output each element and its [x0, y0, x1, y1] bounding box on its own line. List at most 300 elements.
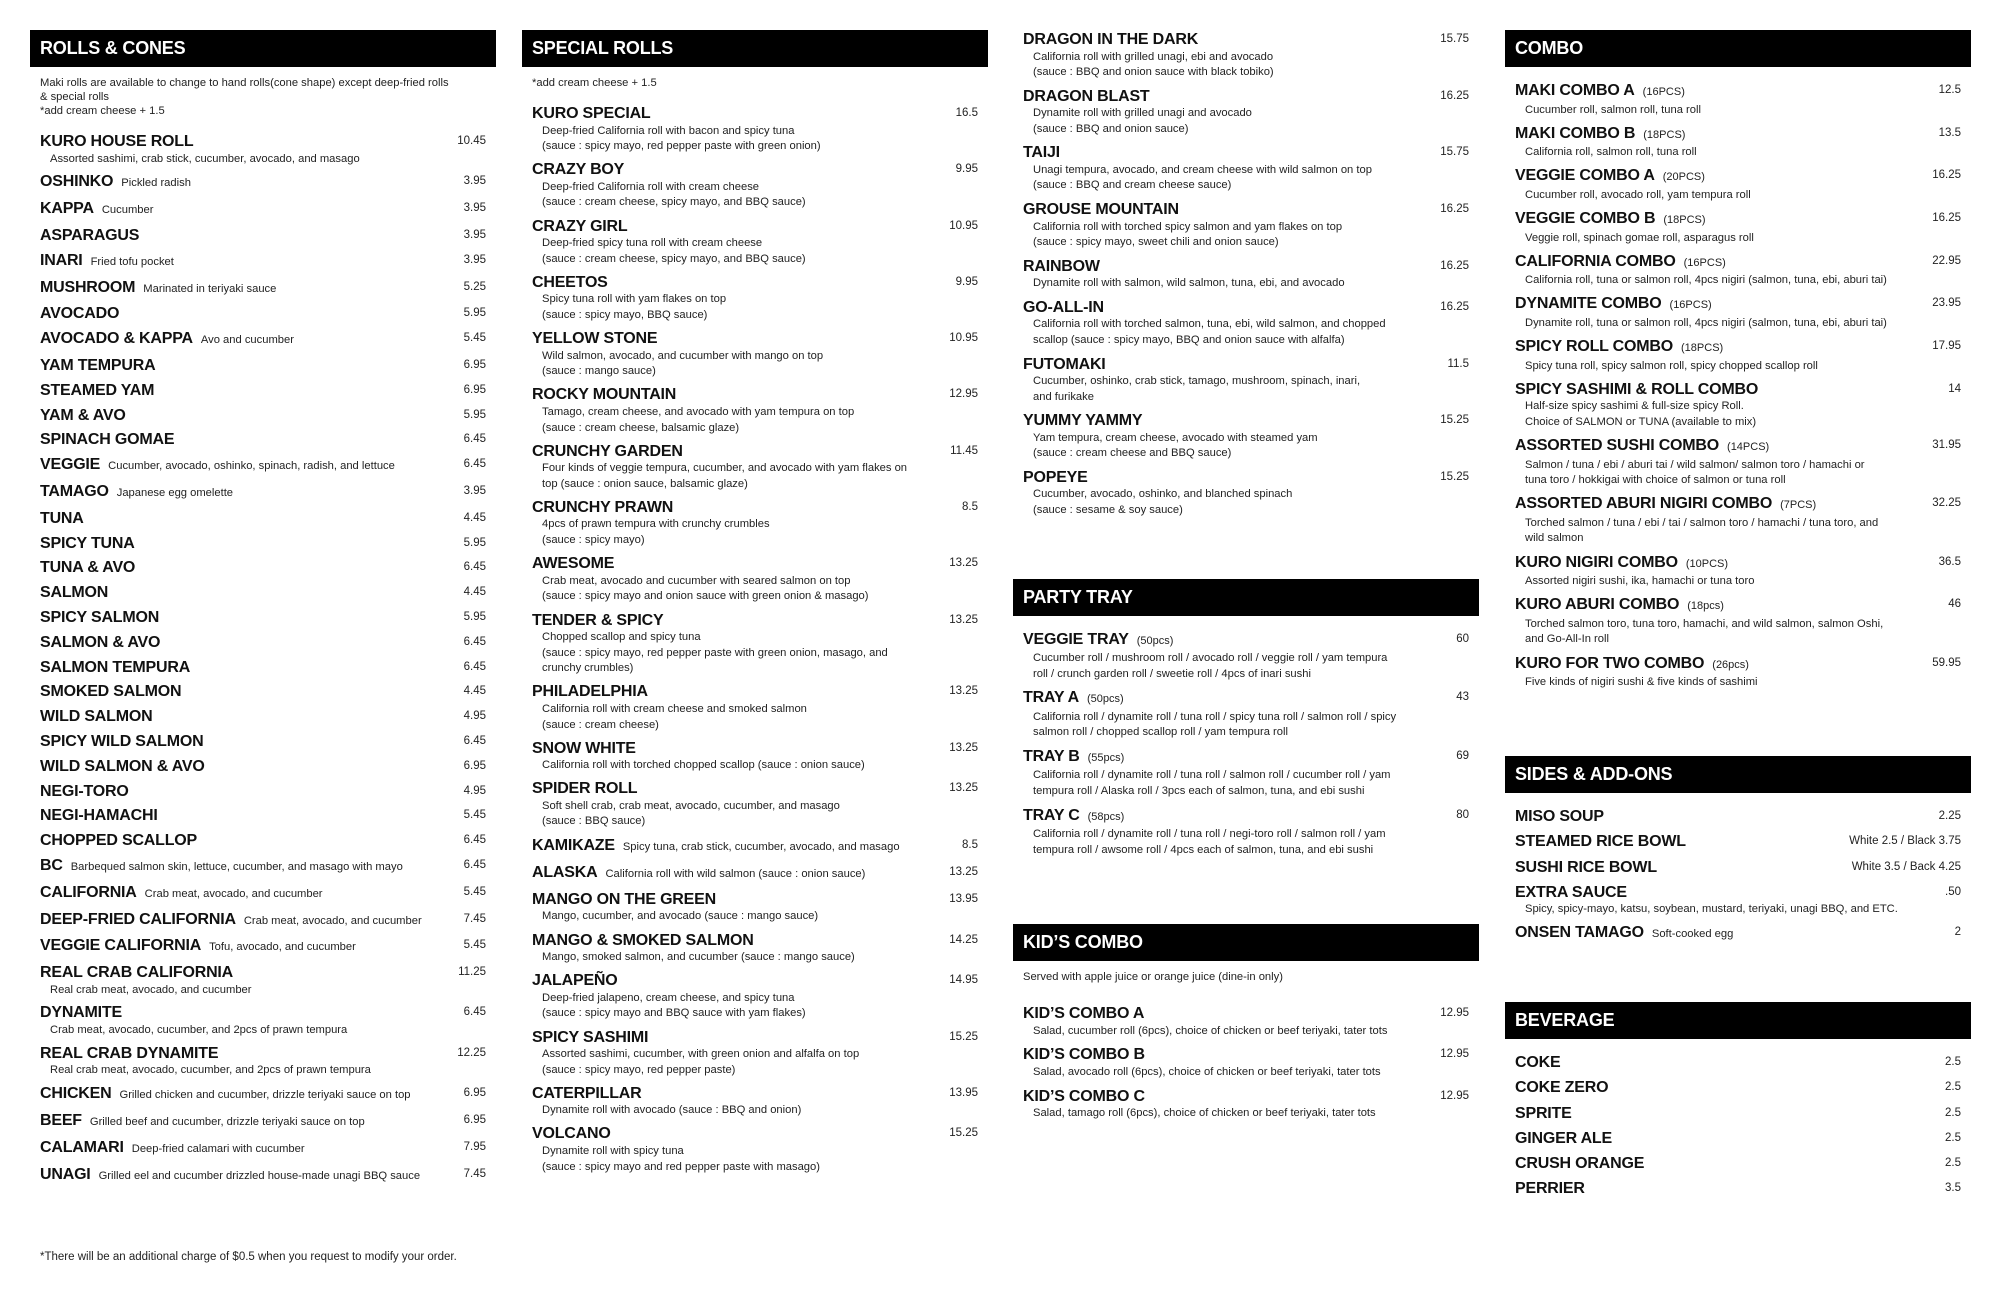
menu-item-name: SPICY SASHIMI & ROLL COMBO: [1515, 380, 1759, 398]
menu-item-price: 10.95: [949, 332, 978, 345]
menu-item-body: [40, 757, 454, 777]
menu-item-title-line: [1023, 747, 1446, 769]
menu-item-name: KID’S COMBO C: [1023, 1087, 1145, 1105]
menu-item-price: 60: [1456, 632, 1469, 645]
menu-item: [40, 782, 486, 802]
menu-item-pieces: (55pcs): [1087, 751, 1125, 764]
menu-item-title-line: [532, 611, 939, 631]
menu-item-body: [1515, 883, 1935, 918]
menu-item-body: [1515, 1179, 1935, 1199]
menu-item-description: Real crab meat, avocado, and cucumber: [50, 983, 252, 996]
menu-item-body: [40, 1084, 454, 1106]
menu-item-price: 32.25: [1932, 497, 1961, 510]
menu-item-body: [40, 199, 454, 221]
menu-item-title-line: [532, 442, 940, 462]
menu-item-price: 6.45: [463, 660, 486, 673]
menu-item-title-line: [1515, 337, 1922, 359]
menu-item-pieces: (16PCS): [1642, 86, 1685, 98]
menu-item: [1023, 806, 1469, 859]
menu-item-name: AVOCADO: [40, 305, 120, 323]
menu-item-price: 43: [1456, 691, 1469, 704]
menu-item-price: 16.25: [1440, 203, 1469, 216]
menu-item: [40, 1111, 486, 1133]
menu-item: [40, 172, 486, 194]
menu-item-name: TAIJI: [1023, 144, 1060, 162]
menu-item-price: 15.25: [949, 1030, 978, 1043]
menu-item-price: 3.95: [463, 202, 486, 215]
menu-item-name: ONSEN TAMAGO: [1515, 924, 1644, 942]
menu-item-title-line: [40, 132, 447, 152]
menu-item-name: TUNA & AVO: [40, 559, 136, 577]
menu-item-description: Cucumber roll / mushroom roll / avocado roll / veggie roll / yam tempura roll / crunch garden roll / sweetie roll / 4pcs of inari sushi: [1033, 652, 1388, 680]
menu-item-description: Deep-fried jalapeno, cream cheese, and spicy tuna (sauce : spicy mayo and BBQ sauce with yam flakes): [542, 991, 806, 1020]
menu-item-name: KAMIKAZE: [532, 836, 615, 854]
menu-item-title-line: [1515, 380, 1938, 400]
menu-item-name: RAINBOW: [1023, 257, 1100, 275]
menu-item: [1023, 411, 1469, 462]
menu-item-body: [1515, 1129, 1935, 1149]
menu-item-title-line: [1515, 832, 1839, 852]
menu-item-title-line: [532, 1124, 939, 1144]
menu-item-name: KURO ABURI COMBO: [1515, 596, 1680, 614]
menu-item: [1515, 1154, 1961, 1174]
menu-item-body: [532, 1084, 939, 1119]
section-header-special-rolls: SPECIAL ROLLS: [522, 30, 988, 67]
menu-item-name: KURO FOR TWO COMBO: [1515, 654, 1705, 672]
menu-item-name: CALIFORNIA: [40, 883, 137, 901]
menu-item: [532, 1028, 978, 1079]
section-header-kids-combo: KID’S COMBO: [1013, 924, 1479, 961]
menu-item-inline-description: Crab meat, avocado, and cucumber: [144, 887, 323, 900]
menu-item-title-line: [1515, 436, 1922, 458]
menu-item: [40, 583, 486, 603]
menu-item-description: Crab meat, avocado, cucumber, and 2pcs of prawn tempura: [50, 1023, 348, 1036]
item-list: [1515, 1053, 1961, 1198]
menu-item-price: 6.95: [463, 1114, 486, 1127]
menu-item-price: 13.25: [949, 613, 978, 626]
menu-item-name: CHOPPED SCALLOP: [40, 832, 198, 850]
menu-item-title-line: [1515, 166, 1922, 188]
menu-item-title-line: [40, 707, 454, 727]
menu-item-price: 31.95: [1932, 439, 1961, 452]
menu-item-name: INARI: [40, 251, 83, 269]
menu-item-price: .50: [1945, 885, 1961, 898]
menu-item-body: [40, 782, 454, 802]
menu-item: [40, 910, 486, 932]
menu-item: [1023, 630, 1469, 683]
menu-item-description: Soft shell crab, crab meat, avocado, cucumber, and masago (sauce : BBQ sauce): [542, 799, 840, 828]
menu-item-description: Torched salmon toro, tuna toro, hamachi, and wild salmon, salmon Oshi, and Go-All-In roll: [1525, 617, 1884, 646]
menu-item-inline-description: Soft-cooked egg: [1651, 928, 1734, 941]
menu-item-pieces: (58pcs): [1087, 810, 1125, 823]
menu-item-body: [40, 707, 454, 727]
menu-item-body: [532, 1124, 939, 1175]
menu-item-body: [40, 278, 454, 300]
menu-item: [1515, 858, 1961, 878]
menu-item-price: 13.25: [949, 557, 978, 570]
menu-item-body: [532, 836, 952, 858]
menu-item-description: Spicy, spicy-mayo, katsu, soybean, mustard, teriyaki, unagi BBQ, and ETC.: [1525, 903, 1898, 916]
menu-item-title-line: [1515, 807, 1929, 827]
menu-item: [40, 406, 486, 426]
menu-item: [40, 199, 486, 221]
menu-item-price: 6.45: [463, 834, 486, 847]
menu-item-price: White 2.5 / Black 3.75: [1849, 835, 1961, 848]
menu-item-price: 15.25: [949, 1127, 978, 1140]
menu-item-inline-description: Grilled beef and cucumber, drizzle teriyaki sauce on top: [89, 1116, 365, 1129]
menu-item-body: [40, 910, 454, 932]
menu-item-price: 2: [1954, 926, 1961, 939]
menu-item-title-line: [40, 963, 448, 983]
menu-item: [40, 608, 486, 628]
menu-item: [40, 226, 486, 246]
menu-item-price: 2.5: [1945, 1156, 1961, 1169]
menu-item: [1515, 337, 1961, 374]
menu-item-description: Salad, cucumber roll (6pcs), choice of chicken or beef teriyaki, tater tots: [1033, 1024, 1388, 1037]
menu-item-description: Spicy tuna roll with yam flakes on top (sauce : spicy mayo, BBQ sauce): [542, 293, 727, 321]
menu-item: [1023, 688, 1469, 741]
menu-item-name: CRAZY GIRL: [532, 217, 628, 235]
menu-item-description: Deep-fried spicy tuna roll with cream cheese (sauce : cream cheese, spicy mayo, and BBQ sauce): [542, 237, 806, 265]
menu-item-name: COKE: [1515, 1054, 1561, 1072]
menu-item-title-line: [40, 278, 454, 300]
menu-item: [1023, 1004, 1469, 1039]
menu-item: [1515, 436, 1961, 489]
menu-item-inline-description: Pickled radish: [121, 177, 191, 190]
menu-item-pieces: (50pcs): [1136, 634, 1174, 647]
menu-item: [532, 611, 978, 677]
menu-item: [40, 482, 486, 504]
menu-item-body: [1023, 143, 1430, 194]
menu-item: [532, 498, 978, 549]
menu-item-body: [40, 509, 454, 529]
menu-item-name: FUTOMAKI: [1023, 355, 1106, 373]
menu-item-body: [532, 385, 939, 436]
menu-item-name: SPICY WILD SALMON: [40, 732, 204, 750]
menu-item-title-line: [40, 658, 454, 678]
menu-item-title-line: [1515, 595, 1938, 617]
menu-item-body: [1515, 209, 1922, 246]
menu-item-price: 6.45: [463, 1006, 486, 1019]
menu-item-price: 2.5: [1945, 1106, 1961, 1119]
menu-item-title-line: [1515, 1129, 1935, 1149]
menu-item-name: KURO SPECIAL: [532, 105, 651, 122]
menu-item-body: [532, 554, 939, 605]
menu-item-body: [40, 172, 454, 194]
menu-item-name: ASSORTED SUSHI COMBO: [1515, 437, 1720, 455]
menu-item: [40, 455, 486, 477]
menu-item-name: SPICY SASHIMI: [532, 1028, 649, 1046]
menu-item-name: SPRITE: [1515, 1104, 1572, 1122]
menu-item-name: GROUSE MOUNTAIN: [1023, 201, 1179, 219]
column-2: [522, 30, 988, 1181]
menu-item-name: ASPARAGUS: [40, 226, 140, 244]
menu-item-name: VEGGIE COMBO B: [1515, 210, 1656, 228]
menu-item-price: 6.95: [463, 1087, 486, 1100]
menu-item-body: [1023, 688, 1446, 741]
menu-item-price: 12.25: [457, 1046, 486, 1059]
menu-item-price: 69: [1456, 749, 1469, 762]
section-intro: [40, 76, 486, 118]
menu-item-body: [1515, 166, 1922, 203]
menu-item-title-line: [1515, 81, 1929, 103]
menu-item: [40, 534, 486, 554]
menu-item-name: CATERPILLAR: [532, 1084, 642, 1102]
menu-item-price: 5.45: [463, 885, 486, 898]
menu-item-name: YELLOW STONE: [532, 330, 658, 348]
menu-item-name: KURO HOUSE ROLL: [40, 133, 194, 150]
menu-item-body: [40, 608, 454, 628]
menu-item-price: 4.95: [463, 710, 486, 723]
menu-item-name: MAKI COMBO B: [1515, 124, 1636, 142]
menu-item-inline-description: Tofu, avocado, and cucumber: [209, 941, 356, 954]
menu-item-body: [532, 442, 940, 493]
menu-item: [532, 385, 978, 436]
menu-item-price: 2.5: [1945, 1081, 1961, 1094]
menu-item-inline-description: Grilled chicken and cucumber, drizzle teriyaki sauce on top: [119, 1089, 411, 1102]
menu-item-price: 14.95: [949, 974, 978, 987]
menu-item-price: 12.95: [1440, 1048, 1469, 1061]
menu-item-name: REAL CRAB DYNAMITE: [40, 1044, 219, 1062]
intro-line: *add cream cheese + 1.5: [40, 105, 165, 117]
menu-item-name: STEAMED YAM: [40, 381, 155, 399]
menu-item-inline-description: Cucumber: [101, 204, 154, 217]
menu-item: [1023, 257, 1469, 292]
menu-item-body: [40, 482, 454, 504]
menu-item-price: 14: [1948, 382, 1961, 395]
menu-item-description: Dynamite roll, tuna or salmon roll, 4pcs nigiri (salmon, tuna, ebi, aburi tai): [1525, 316, 1887, 329]
menu-item: [1515, 1179, 1961, 1199]
menu-item-name: GO-ALL-IN: [1023, 298, 1104, 316]
menu-item-name: YUMMY YAMMY: [1023, 412, 1143, 430]
menu-item-title-line: [1515, 883, 1935, 903]
menu-item-name: MANGO & SMOKED SALMON: [532, 931, 754, 949]
menu-item-title-line: [1023, 143, 1430, 163]
menu-item-title-line: [40, 1084, 454, 1106]
menu-item-description: Salmon / tuna / ebi / aburi tai / wild salmon/ salmon toro / hamachi or tuna toro / hokkigai with choice of salmon or tuna roll: [1525, 458, 1865, 487]
menu-item: [532, 890, 978, 925]
menu-item: [40, 831, 486, 851]
section-header-sides: SIDES & ADD-ONS: [1505, 756, 1971, 793]
menu-item-title-line: [1023, 1004, 1430, 1024]
menu-item: [1515, 252, 1961, 289]
menu-item-inline-description: Cucumber, avocado, oshinko, spinach, radish, and lettuce: [108, 460, 395, 473]
menu-item-title-line: [1023, 30, 1430, 50]
menu-item: [40, 883, 486, 905]
menu-item-name: MUSHROOM: [40, 278, 136, 296]
menu-item: [1515, 807, 1961, 827]
menu-item-title-line: [1515, 923, 1945, 945]
menu-item-price: 13.95: [949, 892, 978, 905]
item-list: [1515, 81, 1961, 691]
menu-item-price: 16.25: [1440, 259, 1469, 272]
menu-item-name: CRAZY BOY: [532, 161, 625, 179]
menu-item-body: [1515, 553, 1929, 590]
menu-item-inline-description: Spicy tuna, crab stick, cucumber, avocado, and masago: [622, 840, 900, 853]
menu-item-body: [1023, 298, 1430, 349]
menu-item-price: 12.95: [1440, 1007, 1469, 1020]
menu-item-title-line: [40, 406, 454, 426]
menu-item-description: Cucumber roll, avocado roll, yam tempura roll: [1525, 188, 1751, 201]
menu-item-body: [1515, 1154, 1935, 1174]
menu-item-name: NEGI-HAMACHI: [40, 807, 158, 825]
menu-item-price: 7.45: [463, 1167, 486, 1180]
menu-item: [1515, 494, 1961, 547]
menu-item-body: [1515, 858, 1842, 878]
menu-item-inline-description: Marinated in teriyaki sauce: [143, 282, 277, 295]
item-list: [1023, 630, 1469, 859]
menu-item-price: 5.95: [463, 610, 486, 623]
menu-item-body: [1023, 747, 1446, 800]
menu-item: [40, 509, 486, 529]
menu-item-title-line: [40, 806, 454, 826]
menu-item: [532, 836, 978, 858]
menu-item-name: AVOCADO & KAPPA: [40, 330, 193, 348]
menu-item-body: [1515, 380, 1938, 431]
menu-item-description: Cucumber, avocado, oshinko, and blanched spinach (sauce : sesame & soy sauce): [1033, 488, 1293, 516]
menu-item: [532, 779, 978, 830]
menu-item-body: [1515, 494, 1922, 547]
menu-item-pieces: (7PCS): [1780, 499, 1817, 512]
menu-item: [1515, 380, 1961, 431]
menu-item-title-line: [1023, 200, 1430, 220]
menu-item: [40, 806, 486, 826]
menu-item: [40, 132, 486, 167]
menu-item-description: Veggie roll, spinach gomae roll, asparagus roll: [1525, 231, 1754, 244]
menu-item-pieces: (10PCS): [1685, 557, 1729, 570]
menu-item-name: VEGGIE COMBO A: [1515, 167, 1655, 185]
menu-item: [40, 251, 486, 273]
menu-item: [1515, 81, 1961, 118]
menu-item-title-line: [40, 608, 454, 628]
menu-item-name: VOLCANO: [532, 1125, 611, 1143]
menu-item-name: TUNA: [40, 509, 84, 527]
menu-item-body: [40, 831, 454, 851]
menu-item-name: DYNAMITE COMBO: [1515, 295, 1662, 313]
menu-item-title-line: [1023, 630, 1446, 652]
menu-item-title-line: [40, 251, 454, 273]
menu-item-title-line: [40, 1138, 454, 1160]
menu-item-name: REAL CRAB CALIFORNIA: [40, 964, 234, 982]
menu-item-price: 7.95: [463, 1140, 486, 1153]
menu-item-body: [1023, 1045, 1430, 1080]
menu-item-name: SPICY ROLL COMBO: [1515, 338, 1674, 356]
menu-item-price: 13.25: [949, 741, 978, 754]
menu-item-body: [532, 160, 946, 211]
menu-item-name: VEGGIE: [40, 456, 101, 474]
menu-item: [1515, 209, 1961, 246]
menu-item-description: 4pcs of prawn tempura with crunchy crumbles (sauce : spicy mayo): [542, 518, 770, 547]
menu-item-title-line: [1023, 468, 1430, 488]
menu-item-price: 6.45: [463, 858, 486, 871]
menu-item-description: Unagi tempura, avocado, and cream cheese with wild salmon on top (sauce : BBQ and cream cheese sauce): [1033, 163, 1372, 192]
menu-item: [40, 558, 486, 578]
menu-item-body: [1515, 81, 1929, 118]
menu-item-description: California roll with torched salmon, tuna, ebi, wild salmon, and chopped scallop (sauce : spicy mayo, BBQ and onion sauce with alfalfa): [1033, 318, 1386, 346]
menu-item-price: 5.45: [463, 809, 486, 822]
menu-item-name: KAPPA: [40, 200, 94, 218]
menu-item-body: [532, 498, 952, 549]
menu-item-body: [40, 658, 454, 678]
menu-item-price: 13.25: [949, 865, 978, 878]
menu-item-price: 4.45: [463, 511, 486, 524]
menu-item-name: TENDER & SPICY: [532, 611, 664, 629]
menu-item-price: 15.75: [1440, 33, 1469, 45]
menu-item-description: Five kinds of nigiri sushi & five kinds of sashimi: [1525, 676, 1758, 689]
menu-item-name: TRAY C: [1023, 806, 1080, 824]
menu-item-name: VEGGIE CALIFORNIA: [40, 937, 202, 955]
menu-item-title-line: [1515, 494, 1922, 516]
menu-item-body: [40, 329, 454, 351]
menu-item-price: 6.95: [463, 383, 486, 396]
menu-item-inline-description: California roll with wild salmon (sauce : onion sauce): [605, 867, 866, 880]
menu-item-body: [40, 430, 454, 450]
menu-item-title-line: [40, 782, 454, 802]
menu-item: [1023, 468, 1469, 519]
menu-item-price: 15.25: [1440, 414, 1469, 427]
menu-item-inline-description: Barbequed salmon skin, lettuce, cucumber, and masago with mayo: [70, 860, 403, 873]
menu-item-title-line: [40, 1003, 454, 1023]
menu-item-body: [40, 633, 454, 653]
menu-item-title-line: [532, 836, 952, 858]
menu-item-title-line: [40, 1165, 454, 1187]
menu-item-body: [532, 931, 939, 966]
menu-item-body: [1515, 1104, 1935, 1124]
menu-item-name: DEEP-FRIED CALIFORNIA: [40, 910, 236, 928]
menu-item-description: Crab meat, avocado and cucumber with seared salmon on top (sauce : spicy mayo and onion sauce with green onion & masago): [542, 574, 869, 603]
menu-item-name: NEGI-TORO: [40, 782, 129, 800]
menu-item-price: 3.95: [463, 175, 486, 188]
menu-item: [532, 682, 978, 733]
menu-item: [532, 1124, 978, 1175]
menu-item-price: 5.95: [463, 408, 486, 421]
menu-item-body: [1515, 654, 1922, 691]
menu-item: [1023, 298, 1469, 349]
menu-item-price: 5.45: [463, 939, 486, 952]
menu-item-body: [532, 971, 939, 1022]
menu-item-title-line: [40, 509, 454, 529]
menu-item: [532, 863, 978, 885]
menu-item-body: [532, 863, 939, 885]
item-list: [532, 104, 978, 1175]
menu-item-name: DRAGON IN THE DARK: [1023, 31, 1199, 48]
menu-item-price: 5.25: [463, 280, 486, 293]
menu-item-description: California roll / dynamite roll / tuna roll / salmon roll / cucumber roll / yam tempura roll / Alaska roll / 3pcs each of salmon, tuna, and ebi sushi: [1033, 769, 1391, 798]
menu-item-description: Yam tempura, cream cheese, avocado with steamed yam (sauce : cream cheese and BBQ sauce): [1033, 431, 1318, 460]
menu-item-pieces: (20PCS): [1662, 171, 1705, 184]
section-header-rolls: ROLLS & CONES: [30, 30, 496, 67]
menu-item-price: 4.45: [463, 685, 486, 698]
menu-item-name: TAMAGO: [40, 482, 109, 500]
item-list: [1023, 30, 1469, 519]
menu-item-pieces: (18pcs): [1687, 600, 1724, 613]
menu-item-description: Chopped scallop and spicy tuna (sauce : spicy mayo, red pepper paste with green onion, masago, and crunchy crumbles): [542, 631, 888, 675]
menu-item: [532, 931, 978, 966]
menu-item-body: [1515, 252, 1922, 289]
menu-item-price: 10.45: [457, 135, 486, 147]
menu-item-title-line: [40, 329, 454, 351]
menu-item-body: [1023, 411, 1430, 462]
menu-item-inline-description: Japanese egg omelette: [116, 486, 234, 499]
menu-item-title-line: [40, 482, 454, 504]
menu-item-body: [1515, 337, 1922, 374]
menu-item-description: Assorted nigiri sushi, ika, hamachi or tuna toro: [1525, 575, 1755, 588]
menu-item: [40, 658, 486, 678]
menu-item-title-line: [1515, 124, 1929, 146]
intro-line: Maki rolls are available to change to hand rolls(cone shape) except deep-fried rolls & special rolls: [40, 77, 449, 103]
menu-item-name: MAKI COMBO A: [1515, 82, 1635, 99]
menu-item-title-line: [532, 931, 939, 951]
